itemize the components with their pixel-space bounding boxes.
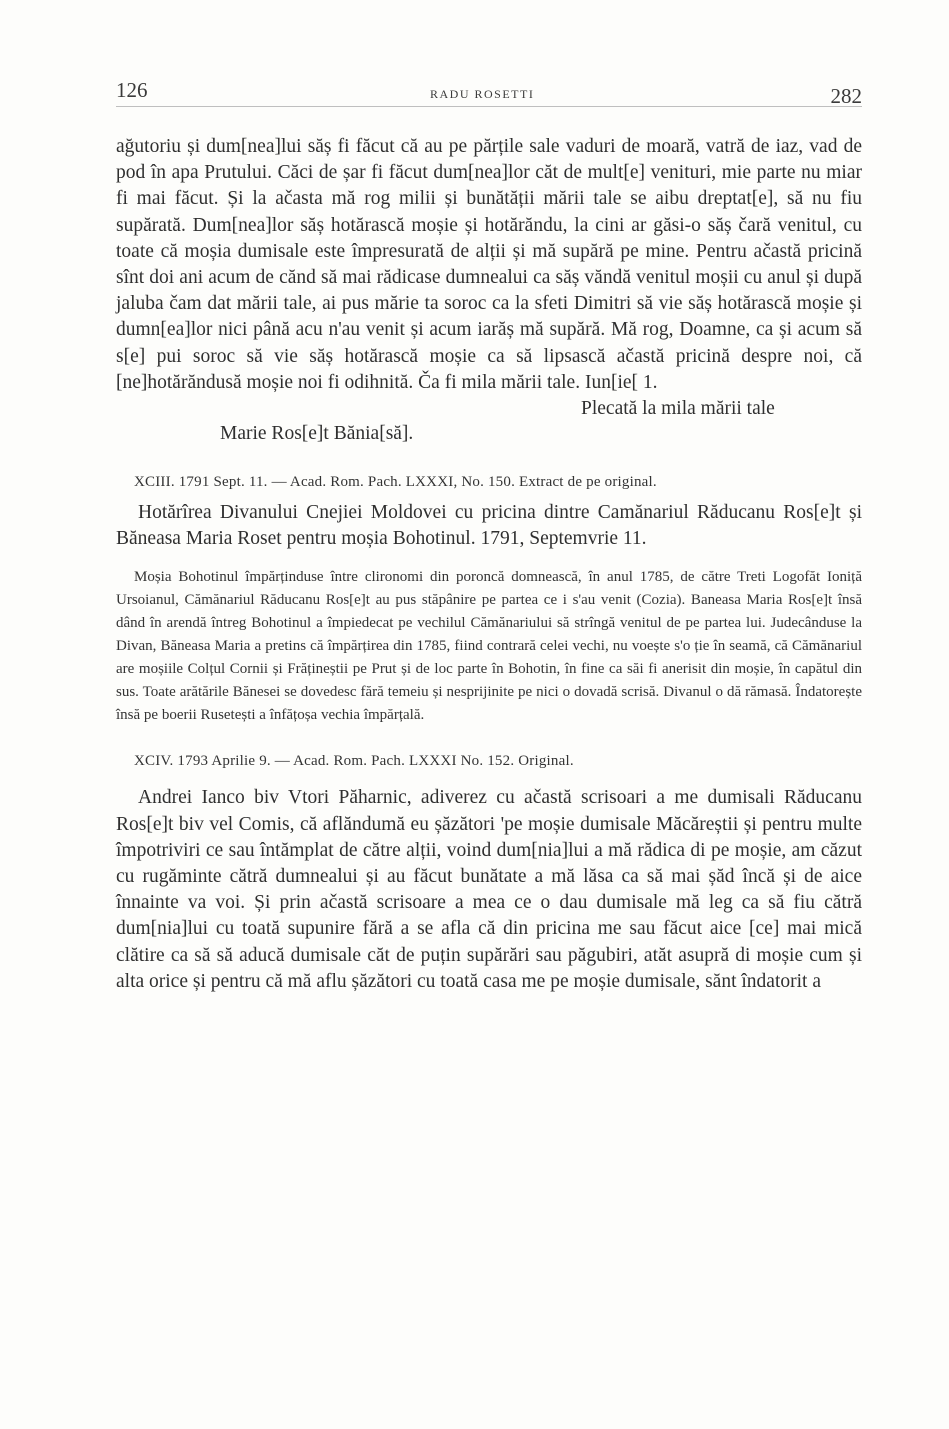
letter-continuation: ağutoriu și dum[nea]lui săș fi făcut că au pe părțile sale vaduri de moară, vatră de iaz, vad de pod în apa Prutului. Căci de șar fi făcut dum[nea]lor căt de mult[e] venituri, mie parte nu miar fi mai făcut. Și la ačasta mă rog milii și bunătății mării tale se aibu dreptat[e], să nu fiu supărată. Dum[nea]lor săș hotărască moșie și hotărăndu, la cini ar găsi-o săș čară venitul, cu toate că moșia dumisale este împresurată de alții și mă supără pe mine. Pentru ačastă pricină sînt doi ani acum de cănd să mai rădicase dumnealui ca săș văndă venitul moșii cu anul și după jaluba čam dat mării tale, ai pus mărie ta soroc ca la sfeti Dimitri să vie săș hotărască moșie și dumn[ea]lor nici până acu n'au venit și acum iarăș mă supără. Mă rog, Doamne, ca și acum să s[e] pui soroc să vie săș hotărască moșie ca să lipsască ačastă pricină despre noi, că [ne]hotărăndusă moșie noi fi odihnită. Ča fi mila mării tale. Iun[ie[ 1. [116, 136, 862, 393]
header-rule [116, 106, 862, 107]
document-93-summary: Moșia Bohotinul împărținduse între clironomi din poroncă domnească, în anul 1785, de către Treti Logofăt Ioniță Ursoianul, Cămănariul Răducanu Ros[e]t au pus stăpânire pe partea ce i s'au venit (Cozia). Baneasa Maria Ros[e]t însă dând în arendă întreg Bohotinul a împiedecat pe vechilul Cămănariului să strîngă venitul de pe partea lui. Judecânduse la Divan, Băneasa Maria a pretins că împărțirea din 1785, fiind contrară celei vechi, nu voește s'o ție în seamă, că Cămănariul are moșiile Colțul Cornii și Frățineștii pe Prut și de loc parte în Bohotin, în fine ca săi fi anerisit din moșie, în capătul din sus. Toate arătările Bănesei se dovedesc fără temeiu și nesprijinite pe nici o dovadă scrisă. Divanul o dă rămasă. Îndatorește însă pe boerii Rusetești a înfățoșa vechia împărțală. [116, 569, 862, 724]
letter-signoff [116, 396, 862, 448]
document-94-text: Andrei Ianco biv Vtori Păharnic, adiverez cu ačastă scrisoari a me dumisali Răducanu Ros[e]t biv vel Comis, că aflăndumă eu șăzători 'pe moșie dumisale Măcăreștii și pentru multe împotriviri ce sau întămplat de către alții, voind dum[nia]lui a mă rădica di pe moșie, am căzut cu rugăminte cătră dumnealui și au făcut bunătate a mă lăsa ca să mai șăd încă și de aice înnainte va voi. Și prin ačastă scrisoare a mea ce o dau dumisale mă leg ca să fiu cătră dum[nia]lui cu toată supunire fără a se afla că din pricina me sau făcut aice [ce] mai mică clătire ca să să aducă dumisale căt de puțin supărări sau păgubiri, atăt asupră di moșie cum și alta orice și pentru că mă aflu șăzători cu toată casa me pe moșie dumisale, sănt îndatorit a [116, 787, 862, 992]
page-header [116, 78, 862, 108]
document-93-title: Hotărîrea Divanului Cnejiei Moldovei cu pricina dintre Camănariul Răducanu Ros[e]t și Băneasa Maria Roset pentru moșia Bohotinul. 1791, Septemvrie 11. [116, 502, 862, 550]
document-94-reference: XCIV. 1793 Aprilie 9. — Acad. Rom. Pach. LXXXI No. 152. Original. [134, 753, 574, 770]
signoff-signature: Marie Ros[e]t Bănia[să]. [220, 423, 414, 445]
document-93-reference: XCIII. 1791 Sept. 11. — Acad. Rom. Pach. LXXXI, No. 150. Extract de pe original. [134, 474, 657, 491]
running-head: RADU ROSETTI [430, 87, 535, 101]
page-number-left: 126 [116, 78, 148, 102]
page-number-right: 282 [830, 84, 862, 108]
signoff-closing: Plecată la mila mării tale [581, 398, 775, 420]
page-body [116, 134, 862, 995]
